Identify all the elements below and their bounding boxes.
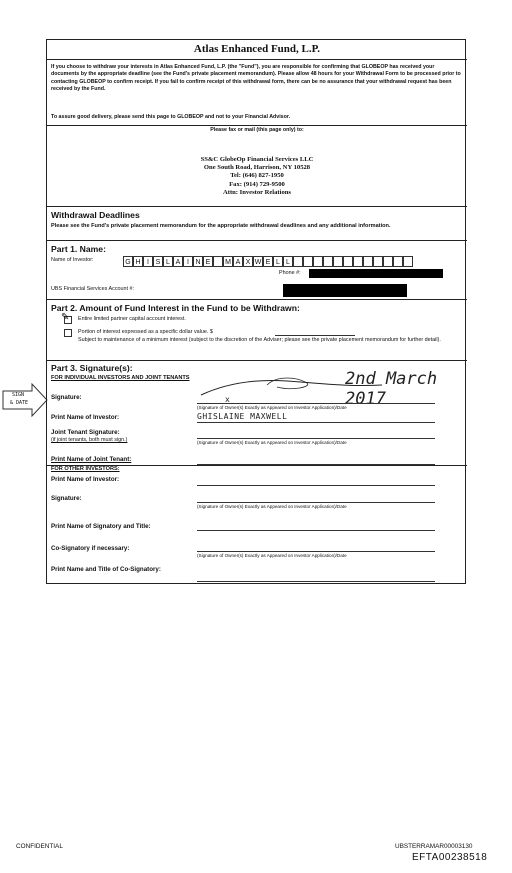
deadlines-title: Withdrawal Deadlines (51, 210, 140, 220)
name-box[interactable]: E (263, 256, 273, 267)
name-box[interactable]: S (153, 256, 163, 267)
name-box[interactable]: W (253, 256, 263, 267)
form-title: Atlas Enhanced Fund, L.P. (47, 40, 467, 60)
intro-text: If you choose to withdraw your interests in Atlas Enhanced Fund, L.P. (the "Fund"), you are responsible for confirming that GLOBEOP has received your documents by the appropriate deadline (see the Fund's private placement memorandum). Please allow 48 hours for your Withdrawal Form to be processed prior to contacting GLOBEOP to confirm receipt. If you fail to confirm receipt of this withdrawal form, there can be no assurance that your withdrawal request has been received by the Fund. (51, 64, 461, 93)
joint-signature-line[interactable] (197, 438, 435, 439)
signature-line[interactable] (197, 403, 435, 404)
divider (47, 125, 467, 126)
name-box[interactable]: L (283, 256, 293, 267)
joint-sig-caption: (Signature of Owner(s) Exactly as Appeared on Investor Application)/Date (197, 440, 347, 445)
redacted-account (283, 284, 407, 297)
address-block (47, 156, 467, 197)
name-box[interactable]: I (143, 256, 153, 267)
divider (47, 360, 467, 361)
individual-heading: FOR INDIVIDUAL INVESTORS AND JOINT TENANTS (51, 375, 190, 381)
checkmark-icon: ✎ (61, 312, 70, 323)
divider (47, 240, 467, 241)
name-box[interactable] (373, 256, 383, 267)
handwritten-date: 2nd March 2017 (345, 369, 438, 409)
part3-title: Part 3. Signature(s): (51, 363, 133, 373)
joint-sub-label: (if joint tenants, both must sign.) (51, 437, 128, 443)
cosig-caption: (Signature of Owner(s) Exactly as Appeared on Investor Application)/Date (197, 553, 347, 558)
deadlines-text: Please see the Fund's private placement memorandum for the appropriate withdrawal deadlines and any additional information. (51, 223, 391, 229)
option-portion: Portion of interest expressed as a specific dollar value. $ (78, 329, 213, 335)
redacted-phone (309, 269, 443, 278)
name-box[interactable] (353, 256, 363, 267)
margin-note-line2: & DATE (10, 400, 29, 406)
footer-efta: EFTA00238518 (412, 852, 488, 863)
margin-note-line1: SIGN (12, 392, 25, 398)
divider (47, 206, 467, 207)
joint-signature-label: Joint Tenant Signature: (51, 429, 120, 436)
print-name-line[interactable] (197, 422, 435, 423)
name-box[interactable] (383, 256, 393, 267)
cosignatory-line[interactable] (197, 551, 435, 552)
option-entire: Entire limited partner capital account interest. (78, 316, 186, 322)
divider (47, 299, 467, 300)
other-print-label: Print Name of Investor: (51, 476, 120, 483)
dollar-value-line[interactable] (275, 335, 355, 336)
name-box[interactable] (323, 256, 333, 267)
name-box[interactable] (213, 256, 223, 267)
account-label: UBS Financial Services Account #: (51, 286, 134, 292)
sign-here-arrow (2, 383, 48, 417)
option-portion-note: Subject to maintenance of a minimum interest (subject to the discretion of the Adviser; please see the private placement memorandum for further detail). (78, 337, 441, 343)
address-fax: Fax: (914) 729-9500 (229, 180, 285, 188)
phone-label: Phone #: (279, 270, 301, 276)
footer-confidential: CONFIDENTIAL (16, 843, 63, 850)
address-attn: Attn: Investor Relations (222, 188, 291, 196)
x-mark: x (225, 395, 230, 404)
delivery-note: To assure good delivery, please send this page to GLOBEOP and not to your Financial Advisor. (51, 114, 291, 120)
signatory-line[interactable] (197, 530, 435, 531)
part2-title: Part 2. Amount of Fund Interest in the Fund to be Withdrawn: (51, 303, 300, 313)
signature-label: Signature: (51, 394, 82, 401)
other-signature-line[interactable] (197, 502, 435, 503)
checkbox-portion[interactable] (64, 329, 72, 337)
address-name: SS&C GlobeOp Financial Services LLC (200, 156, 314, 163)
name-box[interactable]: N (193, 256, 203, 267)
cosignatory-label: Co-Signatory if necessary: (51, 545, 130, 552)
name-box[interactable]: I (183, 256, 193, 267)
signature-caption: (Signature of Owner(s) Exactly as Appeared on Investor Application)/Date (197, 405, 347, 410)
name-box[interactable] (393, 256, 403, 267)
address-tel: Tel: (646) 827-1950 (230, 172, 284, 180)
name-box[interactable]: H (133, 256, 143, 267)
withdrawal-form (46, 39, 466, 584)
name-box[interactable] (303, 256, 313, 267)
name-box[interactable]: M (223, 256, 233, 267)
name-box[interactable] (403, 256, 413, 267)
print-name-label: Print Name of Investor: (51, 414, 120, 421)
fax-heading: Please fax or mail (this page only) to: (210, 127, 304, 133)
investor-name-boxes[interactable] (123, 256, 413, 268)
joint-print-label: Print Name of Joint Tenant: (51, 456, 132, 463)
name-box[interactable]: E (203, 256, 213, 267)
signatory-label: Print Name of Signatory and Title: (51, 523, 151, 530)
footer-bates: UBSTERRAMAR00003130 (395, 843, 473, 850)
cosignatory-title-label: Print Name and Title of Co-Signatory: (51, 566, 161, 573)
name-box[interactable]: L (163, 256, 173, 267)
other-signature-label: Signature: (51, 495, 82, 502)
name-box[interactable]: L (273, 256, 283, 267)
name-box[interactable]: X (243, 256, 253, 267)
print-name-value: GHISLAINE MAXWELL (197, 412, 288, 421)
name-box[interactable] (333, 256, 343, 267)
name-box[interactable]: A (173, 256, 183, 267)
part1-title: Part 1. Name: (51, 244, 106, 254)
name-box[interactable] (313, 256, 323, 267)
name-box[interactable] (363, 256, 373, 267)
other-sig-caption: (Signature of Owner(s) Exactly as Appeared on Investor Application)/Date (197, 504, 347, 509)
other-heading: FOR OTHER INVESTORS: (51, 466, 120, 472)
other-print-line[interactable] (197, 485, 435, 486)
name-box[interactable] (293, 256, 303, 267)
cosignatory-title-line[interactable] (197, 581, 435, 582)
name-box[interactable]: G (123, 256, 133, 267)
name-box[interactable] (343, 256, 353, 267)
name-box[interactable]: A (233, 256, 243, 267)
address-street: One South Road, Harrison, NY 10528 (203, 164, 311, 172)
investor-name-label: Name of Investor: (51, 257, 94, 263)
